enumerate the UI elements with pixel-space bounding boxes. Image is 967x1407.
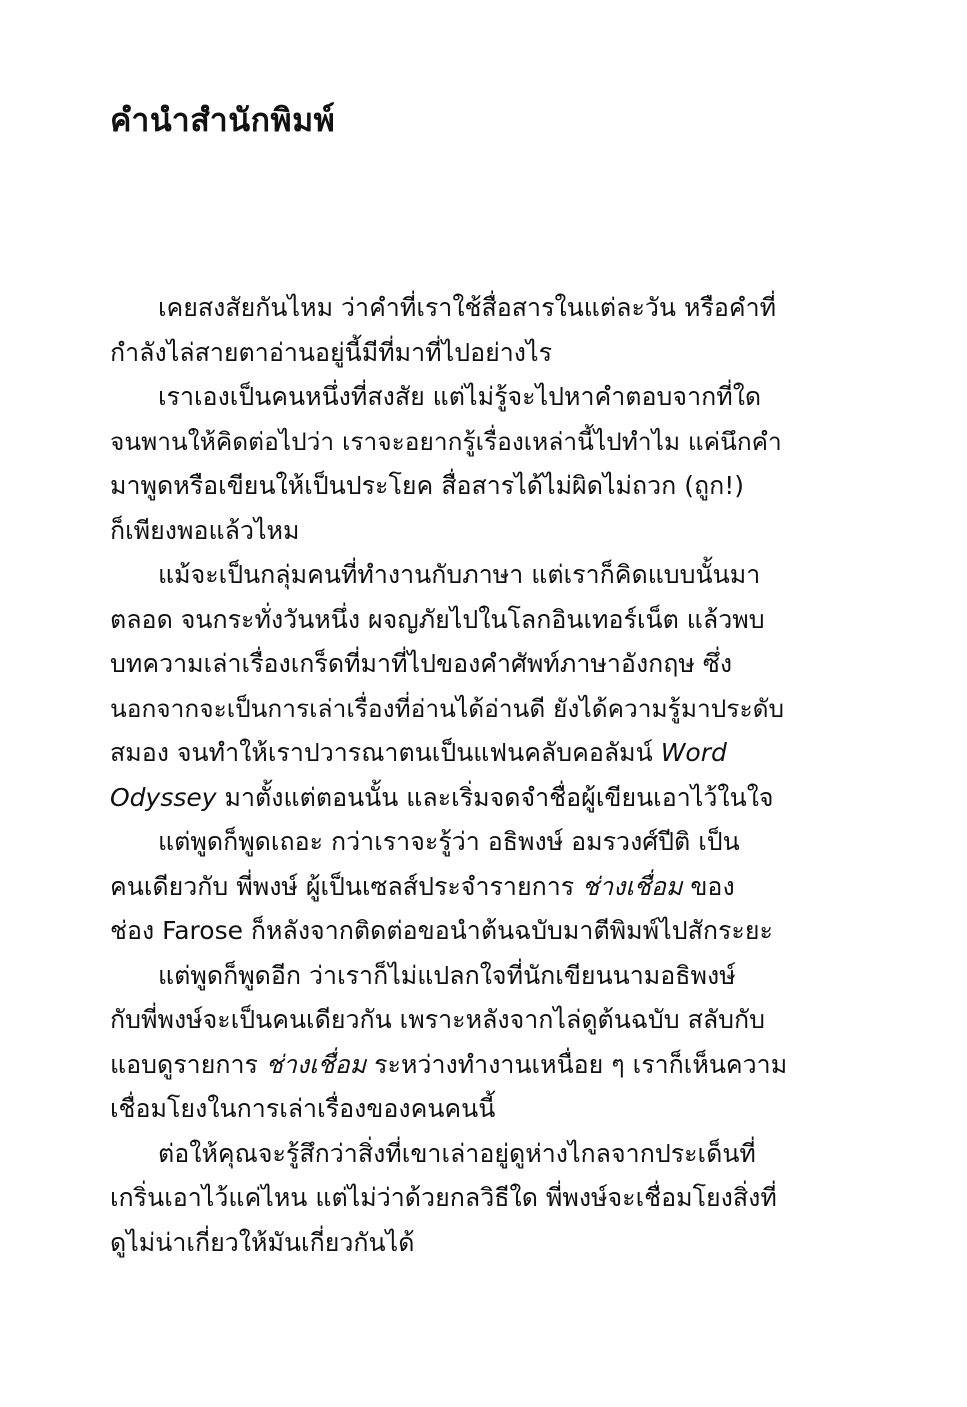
text-line: [110, 464, 788, 509]
text-line: [110, 687, 788, 732]
text-run: เราเองเป็นคนหนึ่งที่สงสัย แต่ไม่รู้จะไปหาคำตอบจากที่ใด: [158, 382, 762, 411]
text-line: [110, 286, 788, 331]
text-run: บทความเล่าเรื่องเกร็ดที่มาที่ไปของคำศัพท์ภาษาอังกฤษ ซึ่ง: [110, 649, 733, 678]
text-line: [110, 776, 788, 821]
text-run: กำลังไล่สายตาอ่านอยู่นี้มีที่มาที่ไปอย่างไร: [110, 337, 553, 367]
text-line: [110, 820, 788, 865]
text-run: เกริ่นเอาไว้แค่ไหน แต่ไม่ว่าด้วยกลวิธีใด พี่พงษ์จะเชื่อมโยงสิ่งที่: [110, 1183, 777, 1212]
text-run: ช่อง Farose ก็หลังจากติดต่อขอนำต้นฉบับมาตีพิมพ์ไปสักระยะ: [110, 916, 773, 945]
text-run: เคยสงสัยกันไหม ว่าคำที่เราใช้สื่อสารในแต่ละวัน หรือคำที่: [158, 293, 777, 322]
italic-text: Word: [660, 738, 727, 767]
text-run: สมอง จนทำให้เราปวารณาตนเป็นแฟนคลับคอลัมน์: [110, 738, 661, 767]
text-line: [110, 954, 788, 999]
text-run: มาพูดหรือเขียนให้เป็นประโยค สื่อสารได้ไม่ผิดไม่ถวก (ถูก!): [110, 471, 745, 500]
text-run: กับพี่พงษ์จะเป็นคนเดียวกัน เพราะหลังจากไล่ดูต้นฉบับ สลับกับ: [110, 1005, 766, 1034]
italic-text: Odyssey: [110, 782, 217, 812]
text-run: แม้จะเป็นกลุ่มคนที่ทำงานกับภาษา แต่เราก็คิดแบบนั้นมา: [158, 560, 761, 589]
text-run: ระหว่างทำงานเหนื่อย ๆ เราก็เห็นความ: [366, 1049, 788, 1079]
text-run: ตลอด จนกระทั่งวันหนึ่ง ผจญภัยไปในโลกอินเทอร์เน็ต แล้วพบ: [110, 604, 765, 634]
text-line: [110, 865, 788, 910]
text-run: คนเดียวกับ พี่พงษ์ ผู้เป็นเซลส์ประจำรายการ: [110, 871, 583, 901]
text-line: [110, 731, 788, 776]
text-run: แต่พูดก็พูดอีก ว่าเราก็ไม่แปลกใจที่นักเขียนนามอธิพงษ์: [158, 960, 736, 990]
italic-text: ช่างเชื่อม: [265, 1049, 367, 1079]
text-line: [110, 1176, 788, 1221]
text-line: [110, 420, 788, 465]
text-run: แต่พูดก็พูดเถอะ กว่าเราจะรู้ว่า อธิพงษ์ อมรวงศ์ปีติ เป็น: [158, 827, 740, 856]
text-run: ดูไม่น่าเกี่ยวให้มันเกี่ยวกันได้: [110, 1227, 415, 1257]
text-run: เชื่อมโยงในการเล่าเรื่องของคนคนนี้: [110, 1094, 496, 1123]
text-run: มาตั้งแต่ตอนนั้น และเริ่มจดจำชื่อผู้เขียนเอาไว้ในใจ: [216, 782, 774, 812]
preface-body: [110, 286, 788, 1265]
text-line: [110, 1221, 788, 1266]
page-title: คำนำสำนักพิมพ์: [110, 101, 336, 139]
italic-text: ช่างเชื่อม: [582, 871, 683, 901]
text-line: [110, 375, 788, 420]
text-run: ก็เพียงพอแล้วไหม: [110, 515, 300, 545]
text-line: [110, 998, 788, 1043]
text-line: [110, 553, 788, 598]
text-line: [110, 509, 788, 554]
text-run: นอกจากจะเป็นการเล่าเรื่องที่อ่านได้อ่านดี ยังได้ความรู้มาประดับ: [110, 693, 785, 723]
text-line: [110, 331, 788, 376]
text-line: [110, 909, 788, 954]
text-run: ต่อให้คุณจะรู้สึกว่าสิ่งที่เขาเล่าอยู่ดูห่างไกลจากประเด็นที่: [158, 1138, 756, 1168]
text-line: [110, 598, 788, 643]
text-run: ของ: [682, 871, 735, 901]
text-line: [110, 1087, 788, 1132]
text-line: [110, 1132, 788, 1177]
text-line: [110, 642, 788, 687]
text-run: จนพานให้คิดต่อไปว่า เราจะอยากรู้เรื่องเหล่านี้ไปทำไม แค่นึกคำ: [110, 426, 782, 456]
text-line: [110, 1043, 788, 1088]
text-run: แอบดูรายการ: [110, 1049, 266, 1079]
